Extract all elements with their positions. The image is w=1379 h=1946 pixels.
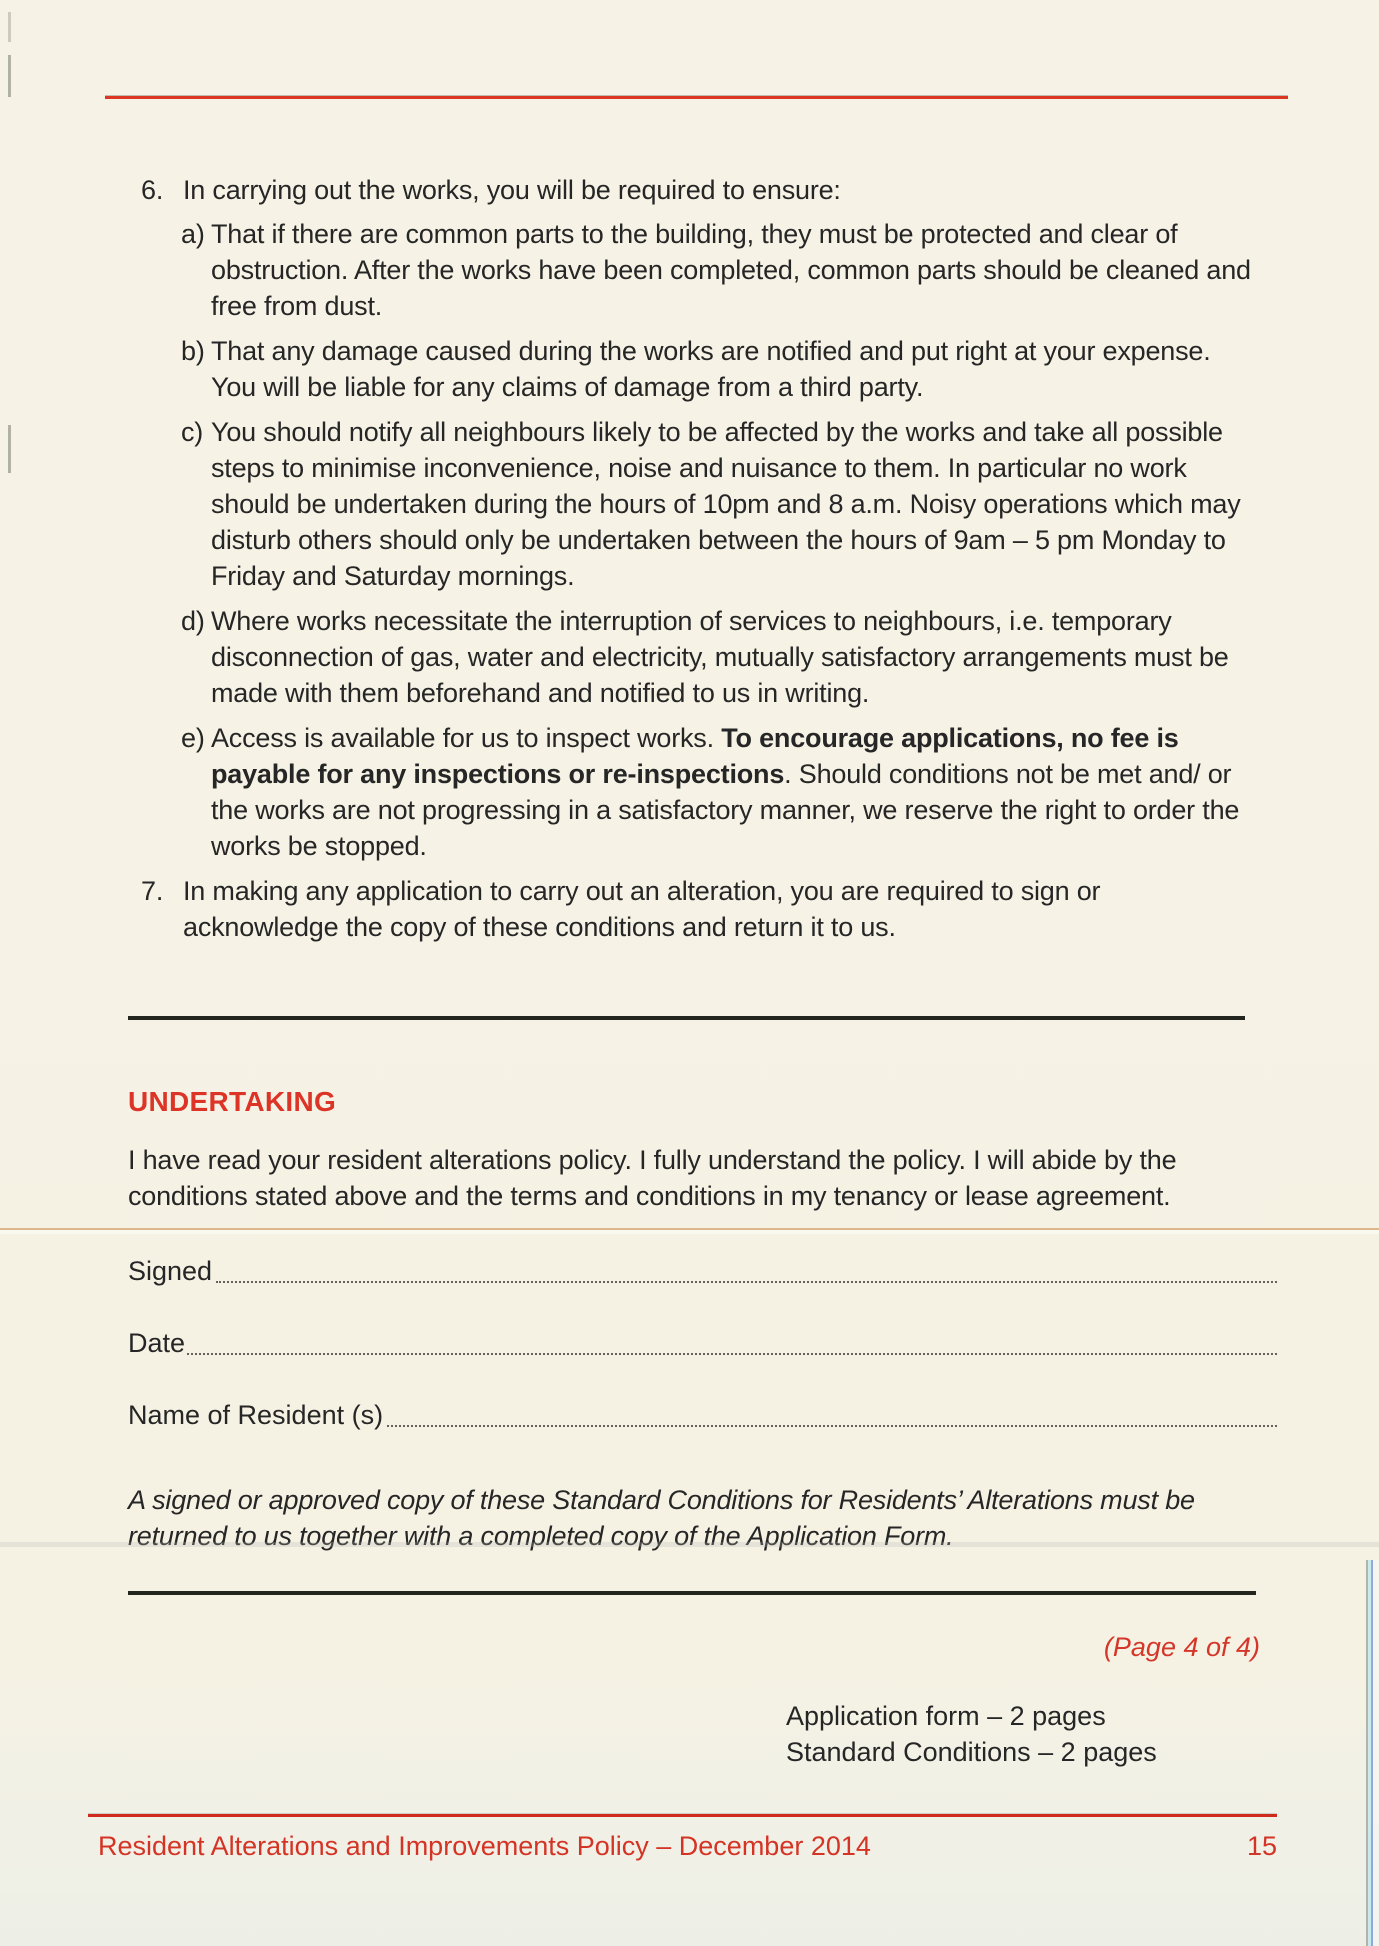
subitem-a <box>181 216 1261 324</box>
separator-rule <box>128 1016 1245 1020</box>
subitem-letter: c) <box>181 417 204 447</box>
signature-label: Name of Resident (s) <box>128 1400 384 1430</box>
subitem-text-post: . Should conditions not be met and/ or the works are not progressing in a satisfactory manner, we reserve the right to order the works be stopped. <box>211 759 1240 861</box>
subitem-text: Where works necessitate the interruption of services to neighbours, i.e. temporary disconnection of gas, water and electricity, mutually satisfactory arrangements must be made with them beforehand and notified to us in writing. <box>211 606 1229 708</box>
item-number: 7. <box>141 876 164 906</box>
footer-red-rule <box>88 1814 1277 1817</box>
subitem-e <box>181 720 1261 864</box>
scan-artifact-band <box>0 1542 1379 1547</box>
subitem-text-pre: Access is available for us to inspect works. <box>211 723 722 753</box>
note-italic: A signed or approved copy of these Standard Conditions for Residents’ Alterations must be returned to us together with a completed copy of the Application Form. <box>128 1485 1195 1551</box>
footer <box>98 1830 1277 1862</box>
attachment-line: Application form – 2 pages <box>786 1701 1106 1731</box>
signature-row-name <box>128 1398 1277 1432</box>
attachment-line: Standard Conditions – 2 pages <box>786 1737 1157 1767</box>
footer-title: Resident Alterations and Improvements Policy – December 2014 <box>98 1831 871 1861</box>
undertaking-heading: UNDERTAKING <box>128 1086 337 1117</box>
top-red-rule <box>105 96 1288 99</box>
attachments <box>786 1698 1157 1770</box>
undertaking-body: I have read your resident alterations policy. I fully understand the policy. I will abide by the conditions stated above and the terms and conditions in my tenancy or lease agreement. <box>128 1145 1177 1211</box>
subitem-b <box>181 333 1261 405</box>
signature-dotted-line <box>387 1425 1277 1427</box>
left-edge-artifact <box>8 12 11 42</box>
signature-label: Signed <box>128 1256 213 1286</box>
subitem-letter: d) <box>181 606 205 636</box>
item-text: In carrying out the works, you will be required to ensure: <box>183 175 841 205</box>
subitem-c <box>181 414 1261 594</box>
signature-row-date <box>128 1326 1277 1360</box>
page-ref: (Page 4 of 4) <box>1103 1632 1260 1662</box>
right-edge-artifact <box>1366 1560 1379 1946</box>
signature-dotted-line <box>187 1353 1277 1355</box>
item-text: In making any application to carry out an alteration, you are required to sign or acknowledge the copy of these conditions and return it to us. <box>183 876 1101 942</box>
subitem-text: That if there are common parts to the building, they must be protected and clear of obstruction. After the works have been completed, common parts should be cleaned and free from dust. <box>211 219 1251 321</box>
scan-artifact-line <box>0 1230 1379 1234</box>
subitem-letter: b) <box>181 336 205 366</box>
subitem-letter: a) <box>181 219 205 249</box>
left-edge-artifact <box>8 425 11 473</box>
bold-emphasis: To encourage applications, no fee is payable for any inspections or re-inspections <box>211 723 1179 789</box>
subitem-text: That any damage caused during the works are notified and put right at your expense. You will be liable for any claims of damage from a third party. <box>211 336 1211 402</box>
subitem-text: You should notify all neighbours likely to be affected by the works and take all possible steps to minimise inconvenience, noise and nuisance to them. In particular no work should be undertaken during the hours of 10pm and 8 a.m. Noisy operations which may disturb others should only be undertaken between the hours of 9am – 5 pm Monday to Friday and Saturday mornings. <box>211 417 1241 591</box>
separator-rule <box>128 1591 1256 1595</box>
page-number: 15 <box>1246 1831 1277 1861</box>
signature-dotted-line <box>216 1281 1277 1283</box>
subitem-d <box>181 603 1261 711</box>
subitem-text <box>211 720 1261 864</box>
subitem-letter: e) <box>181 723 205 753</box>
item-number: 6. <box>141 175 164 205</box>
list-item-7 <box>141 873 1223 945</box>
list-item-6 <box>141 172 1261 208</box>
signature-row-signed <box>128 1254 1277 1288</box>
left-edge-artifact <box>8 55 11 97</box>
signature-label: Date <box>128 1328 186 1358</box>
